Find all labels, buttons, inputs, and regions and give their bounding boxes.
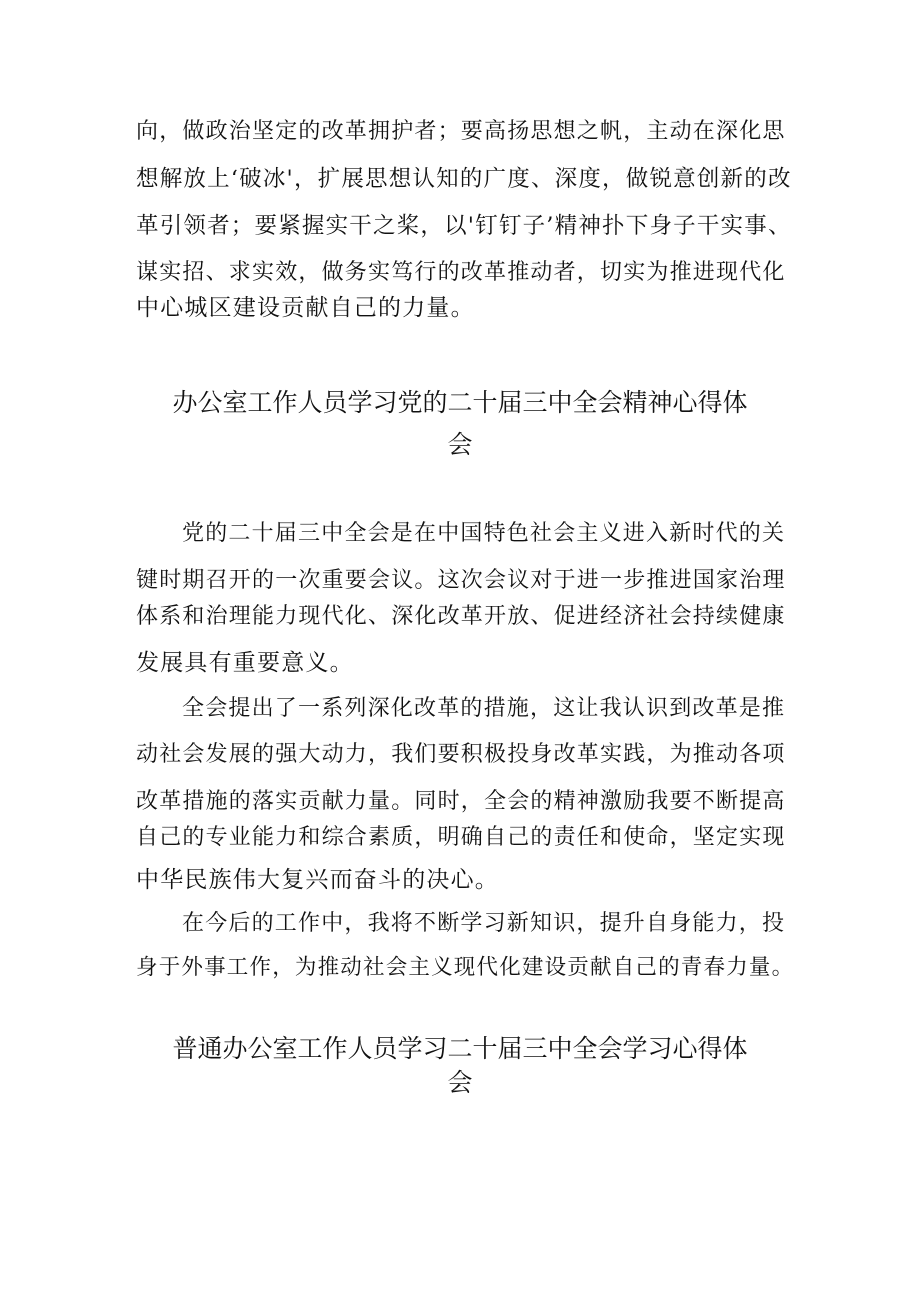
body-text-line: 动社会发展的强大动力，我们要积极投身改革实践，为推动各项	[136, 742, 786, 767]
body-text-line: 身于外事工作，为推动社会主义现代化建设贡献自己的青春力量。	[136, 955, 795, 980]
body-text-line: 发展具有重要意义。	[136, 650, 354, 676]
section-title: 会	[447, 430, 473, 459]
body-text-line: 中华民族伟大复兴而奋斗的决心。	[136, 867, 499, 893]
body-text-line: 自己的专业能力和综合素质，明确自己的责任和使命，坚定实现	[136, 825, 786, 850]
body-text-line: 党的二十届三中全会是在中国特色社会主义进入新时代的关	[182, 521, 786, 546]
body-text-line: 中心城区建设贡献自己的力量。	[136, 295, 475, 321]
section-title: 会	[447, 1068, 473, 1097]
section-title: 普通办公室工作人员学习二十届三中全会学习心得体	[172, 1034, 748, 1063]
section-title: 办公室工作人员学习党的二十届三中全会精神心得体	[172, 388, 748, 417]
body-text-line: 键时期召开的一次重要会议。这次会议对于进一步推进国家治理	[136, 568, 786, 593]
body-text-line: 向，做政治坚定的改革拥护者；要高扬思想之帆，主动在深化思	[136, 119, 786, 144]
body-text-line: 谋实招、求实效，做务实笃行的改革推动者，切实为推进现代化	[136, 260, 786, 285]
body-text-line: 改革措施的落实贡献力量。同时，全会的精神激励我要不断提高	[136, 789, 786, 814]
body-text-line: 革引领者；要紧握实干之桨，以'钉钉子’精神扑下身子干实事、	[136, 213, 792, 239]
body-text-line: 全会提出了一系列深化改革的措施，这让我认识到改革是推	[182, 696, 786, 721]
body-text-line: 体系和治理能力现代化、深化改革开放、促进经济社会持续健康	[136, 604, 786, 629]
body-text-line: 想解放上‘破冰'，扩展思想认知的广度、深度，做锐意创新的改	[136, 166, 792, 192]
body-text-line: 在今后的工作中，我将不断学习新知识，提升自身能力，投	[182, 911, 786, 936]
